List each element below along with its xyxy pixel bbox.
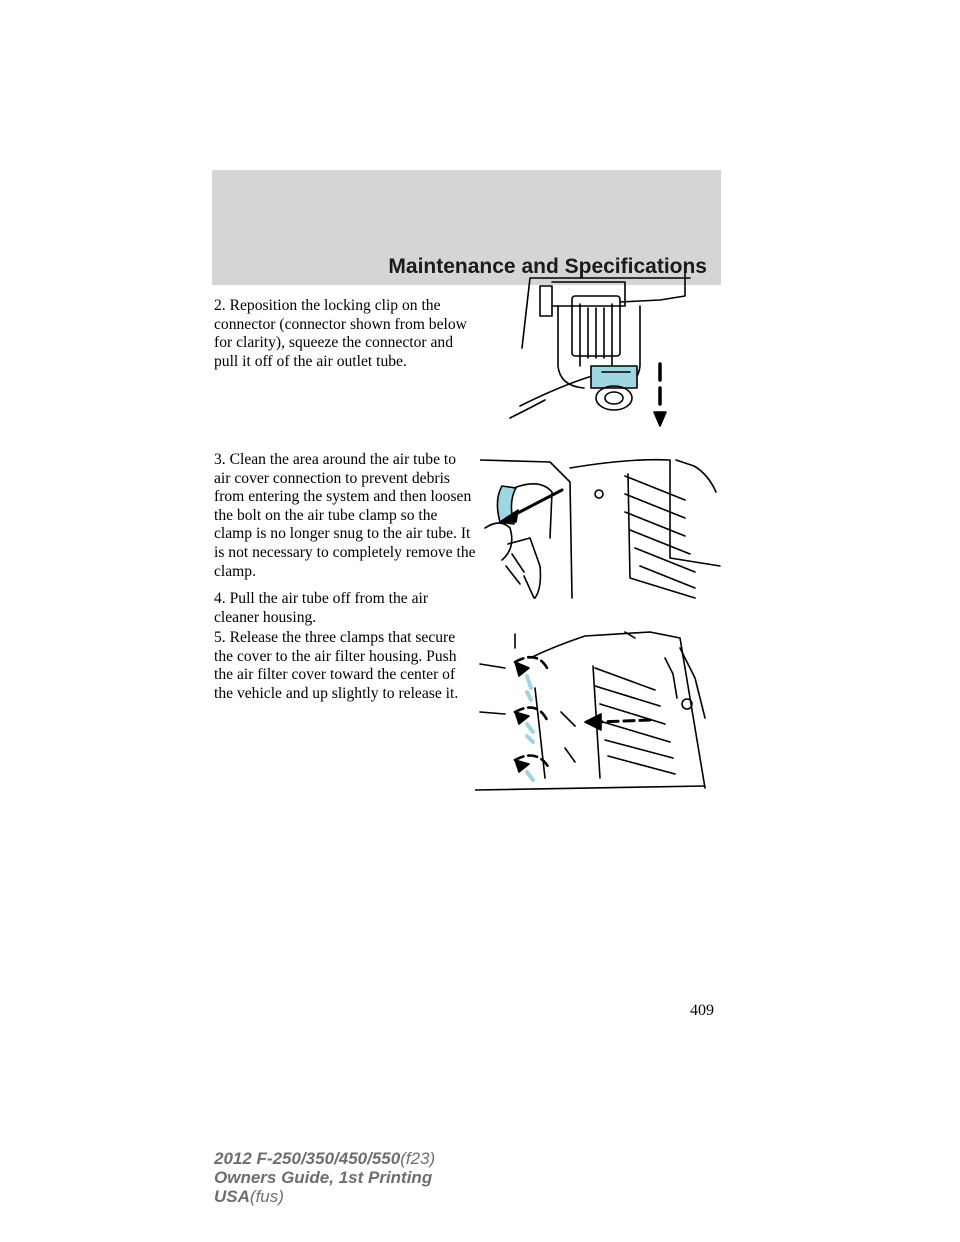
footer-model: 2012 F-250/350/450/550 [214, 1149, 401, 1168]
page-number: 409 [690, 1002, 714, 1019]
footer-region: USA [214, 1187, 250, 1206]
section-title: Maintenance and Specifications [388, 255, 707, 278]
step-3-text: 3. Clean the area around the air tube to air cover connection to prevent debris from entering the system and then loosen the bolt on the air tube clamp so the clamp is no longer snug to the air tube. It is not necessary to completely remove the clamp. [214, 451, 476, 580]
footer-model-code: (f23) [400, 1149, 436, 1168]
connector-illustration [500, 268, 720, 428]
footer-line-3 [214, 1187, 435, 1206]
footer-region-code: (fus) [249, 1187, 284, 1206]
footer-line-2: Owners Guide, 1st Printing [214, 1168, 433, 1187]
step-5-text: 5. Release the three clamps that secure the cover to the air filter housing. Push the air filter cover toward the center of the vehicle and up slightly to release it. [214, 629, 459, 702]
air-filter-cover-illustration [475, 628, 720, 800]
air-tube-clamp-illustration [480, 448, 730, 608]
step-2-text: 2. Reposition the locking clip on the connector (connector shown from below for clarity), squeeze the connector and pull it off of the air outlet tube. [214, 297, 467, 370]
footer-line-1 [214, 1149, 435, 1168]
step-4-text: 4. Pull the air tube off from the air cleaner housing. [214, 590, 429, 626]
footer [214, 1149, 435, 1206]
